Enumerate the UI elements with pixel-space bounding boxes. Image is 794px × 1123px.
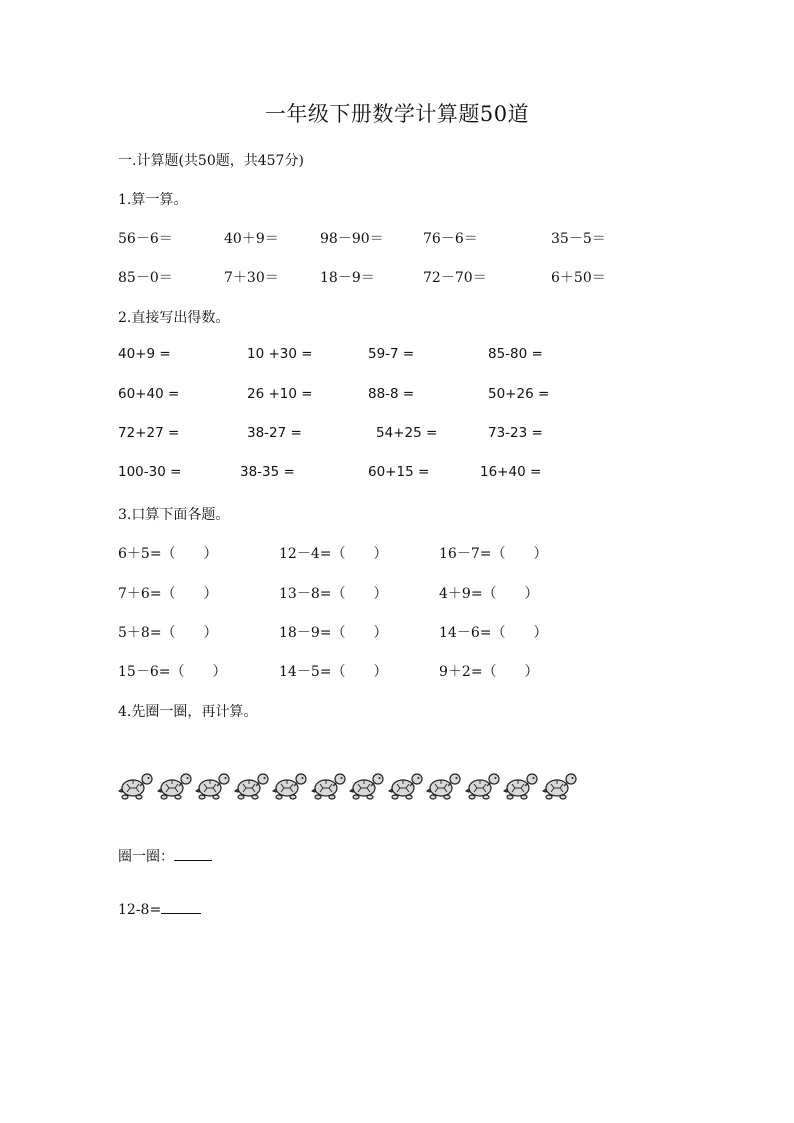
turtle-icon [157,770,193,802]
turtle-icon [234,770,270,802]
problem-cell: 7＋6=（ ） [118,586,218,602]
turtle-icon [195,770,231,802]
problem-cell: 54+25 = [376,425,438,441]
problem-cell: 12－4=（ ） [279,546,388,562]
problem-cell: 40＋9＝ [224,231,279,247]
equation-answer-line [118,902,201,918]
turtle-icon [118,770,154,802]
turtle-icon [426,770,462,802]
section-heading: 一.计算题(共50题，共457分) [118,153,304,169]
problem-cell: 5＋8=（ ） [118,625,218,641]
turtle-icon [311,770,347,802]
problem-cell: 16－7=（ ） [439,546,548,562]
problem-cell: 18－9＝ [320,270,375,286]
turtle-picture-row [118,770,588,804]
problem-cell: 85-80 = [488,346,543,362]
problem-cell: 76－6＝ [423,231,478,247]
problem-cell: 59-7 = [368,346,415,362]
question-2-heading: 2.直接写出得数。 [118,310,230,326]
problem-cell: 9＋2=（ ） [439,664,539,680]
problem-cell: 14－5=（ ） [279,664,388,680]
problem-cell: 18－9=（ ） [279,625,388,641]
question-1-heading: 1.算一算。 [118,192,188,208]
circle-answer-line [118,846,212,866]
problem-cell: 14－6=（ ） [439,625,548,641]
problem-cell: 38-35 = [240,464,295,480]
problem-cell: 85－0＝ [118,270,173,286]
equation-label: 12-8= [118,902,162,918]
problem-cell: 60+15 = [368,464,430,480]
problem-cell: 10 +30 = [247,346,313,362]
problem-cell: 72+27 = [118,425,180,441]
question-3-heading: 3.口算下面各题。 [118,507,230,523]
problem-cell: 40+9 = [118,346,171,362]
problem-cell: 13－8=（ ） [279,586,388,602]
problem-cell: 60+40 = [118,386,180,402]
problem-cell: 88-8 = [368,386,415,402]
turtle-icon [349,770,385,802]
problem-cell: 98－90＝ [320,231,384,247]
problem-cell: 38-27 = [247,425,302,441]
problem-cell: 73-23 = [488,425,543,441]
problem-cell: 35－5＝ [551,231,606,247]
turtle-icon [465,770,501,802]
question-4-heading: 4.先圈一圈，再计算。 [118,704,258,720]
circle-label: 圈一圈： [118,849,174,865]
answer-blank[interactable] [174,859,212,861]
problem-cell: 26 +10 = [247,386,313,402]
problem-cell: 6＋5=（ ） [118,546,218,562]
problem-cell: 15－6=（ ） [118,664,227,680]
turtle-icon [272,770,308,802]
problem-cell: 16+40 = [480,464,542,480]
problem-cell: 100-30 = [118,464,182,480]
problem-cell: 72－70＝ [423,270,487,286]
page-title: 一年级下册数学计算题50道 [264,102,530,126]
problem-cell: 7＋30＝ [224,270,279,286]
problem-cell: 6＋50＝ [551,270,606,286]
problem-cell: 50+26 = [488,386,550,402]
turtle-icon [388,770,424,802]
answer-blank[interactable] [161,912,201,914]
problem-cell: 4＋9=（ ） [439,586,539,602]
turtle-icon [542,770,578,802]
turtle-icon [503,770,539,802]
problem-cell: 56－6＝ [118,231,173,247]
